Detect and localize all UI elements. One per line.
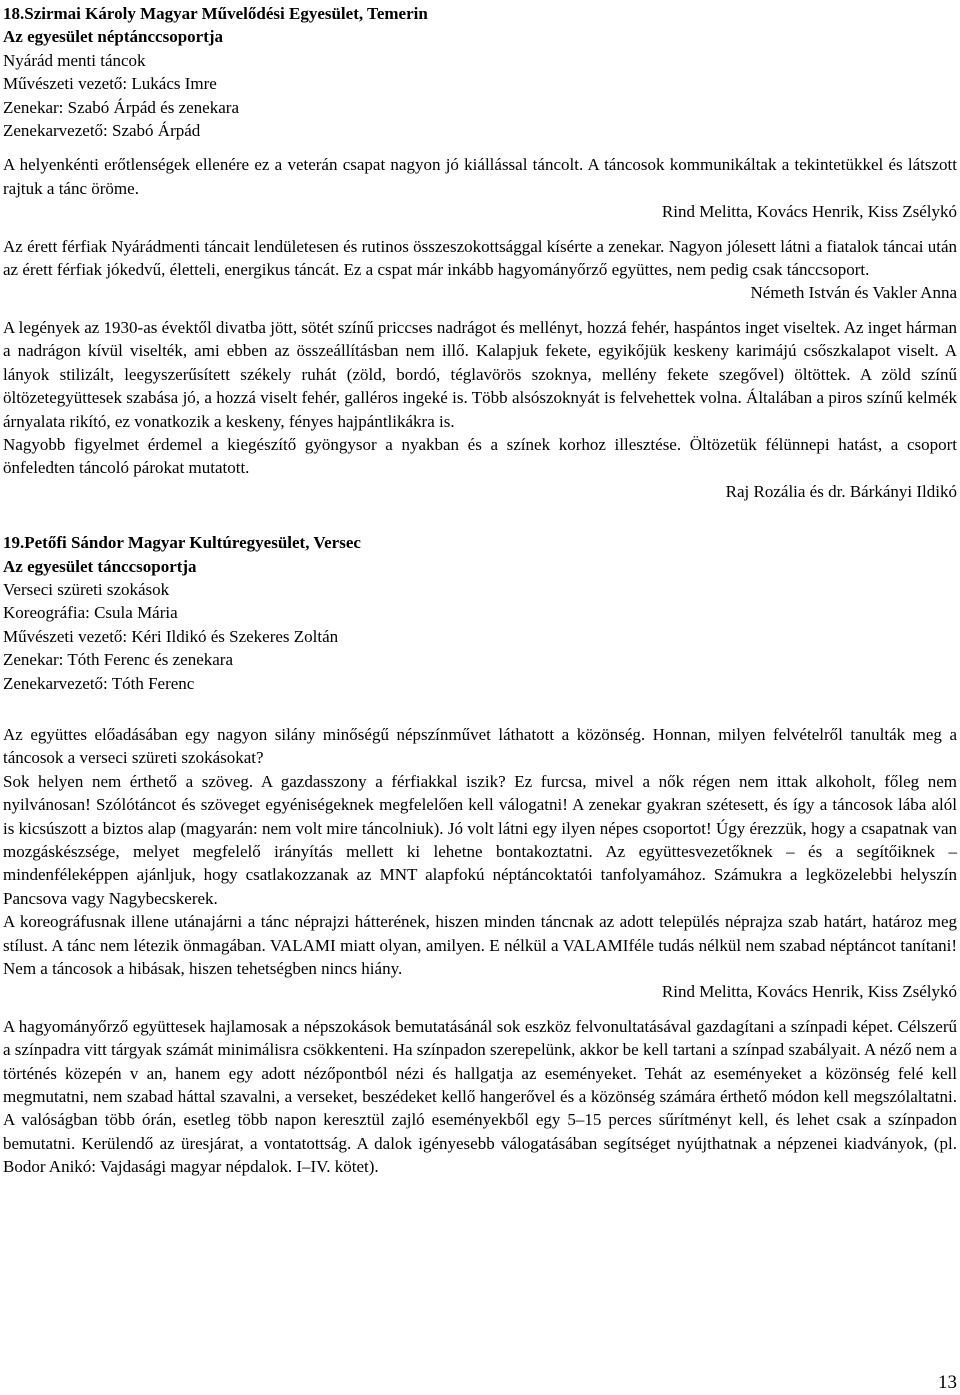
review-byline: Rind Melitta, Kovács Henrik, Kiss Zsélykó (661, 202, 957, 222)
review-paragraph: Az együttes előadásában egy nagyon silány minőségű népszínművet láthatott a közönség. Honnan, milyen felvételről tanulták meg a táncosok a verseci szüreti szokásokat? (3, 724, 957, 768)
artistic-director-line: Művészeti vezető: Lukács Imre (3, 74, 217, 94)
artistic-director-line: Művészeti vezető: Kéri Ildikó és Szekeres Zoltán (3, 626, 339, 646)
review-paragraph: A hagyományőrző együttesek hajlamosak a népszokások bemutatásánál sok eszköz felvonultatásával gazdagítani a színpadi képet. Célszerű a színpadra vitt tárgyak számát minimálisra csökkenteni. Ha színpadon szerepelünk, akkor be kell tartani a színpad szabályait. A néző nem a történés közepén v an, hanem egy adott nézőpontból nézi és hallgatja az eseményeket. Tehát az eseményeket a közönség felé kell megmutatni, nem szabad háttal szavalni, a verseket, beszédeket kellő hangerővel és a közönség számára érthető módon kell megszólaltatni. A valóságban több órán, esetleg több napon keresztül zajló eseményekből egy 5–15 perces sűrítményt kell, és lehet csak a színpadon bemutatni. Kerülendő az üresjárat, a vontatottság. A dalok igényesebb válogatásában segítséget nyújthatnak a népzenei kiadványok, (pl. Bodor Anikó: Vajdasági magyar népdalok. I–IV. kötet). (3, 1016, 957, 1177)
review-byline: Rind Melitta, Kovács Henrik, Kiss Zsélykó (661, 982, 957, 1002)
section-18 (3, 2, 957, 503)
section-subtitle: Az egyesület tánccsoportja (3, 556, 197, 576)
review-byline: Németh István és Vakler Anna (750, 283, 957, 303)
choreography-line: Koreográfia: Csula Mária (3, 603, 178, 623)
review-paragraph: Az érett férfiak Nyárádmenti táncait lendületesen és rutinos összeszokottsággal kísérte a zenekar. Nagyon jólesett látni a fiatalok táncai után az érett férfiak jókedvű, életteli, energikus táncát. Ez a cspat már inkább hagyományőrző együttes, nem pedig csak tánccsoport. (3, 236, 957, 280)
band-line: Zenekar: Tóth Ferenc és zenekara (3, 650, 234, 670)
document-page (3, 2, 957, 1179)
section-title: 18.Szirmai Károly Magyar Művelődési Egyesület, Temerin (3, 4, 428, 23)
section-19 (3, 531, 957, 1179)
section-title: 19.Petőfi Sándor Magyar Kultúregyesület, Versec (3, 533, 361, 553)
review-paragraph: A legények az 1930-as évektől divatba jött, sötét színű priccses nadrágot és mellényt, hozzá fehér, haspántos inget viseltek. Az inget hárman a nadrágon kívül viselték, ami ebben az összeállításban nem illő. Kalapjuk fekete, egyikőjük keskeny karimájú csőszkalapot viselt. A lányok stilizált, leegyszerűsített székely ruhát (zöld, bordó, téglavörös szoknya, mellény fekete szegővel) öltöttek. A zöld színű öltözetegyüttesek szabása jó, a hozzá viselt fehér, galléros ingeké is. Több alsószoknyát is felvehettek volna. Általában a piros színű kelmék árnyalata rikító, ez vonatkozik a keskeny, fényes hajpántlikákra is. (3, 317, 957, 431)
band-leader-line: Zenekarvezető: Szabó Árpád (3, 121, 201, 141)
review-paragraph: Nagyobb figyelmet érdemel a kiegészítő gyöngysor a nyakban és a színek korhoz illesztése. Öltözetük félünnepi hatást, a csoport önfeledten táncoló párokat mutatott. (3, 434, 957, 478)
page-number: 13 (938, 1372, 957, 1393)
review-paragraph: Sok helyen nem érthető a szöveg. A gazdasszony a férfiakkal iszik? Ez furcsa, mivel a nők régen nem ittak alkoholt, főleg nem nyilvánosan! Szólótáncot és szöveget egyéniségeknek megfelelően kell válogatni! A zenekar gyakran szétesett, és így a táncosok lába alól is kicsúszott a biztos alap (magyarán: nem volt mire táncolniuk). Jó volt látni egy ilyen népes csoportot! Úgy érezzük, hogy a csapatnak van mozgáskészsége, melyet megfelelő irányítás mellett ki lehetne bontakoztatni. Az együttesvezetőknek – és a segítőiknek – mindenféleképpen ajánljuk, hogy csatlakozzanak az MNT alapfokú néptáncoktatói tanfolyamához. Számukra a legközelebbi helyszín Pancsova vagy Nagybecskerek. (3, 771, 957, 908)
program-title: Verseci szüreti szokások (3, 579, 170, 599)
review-paragraph: A helyenkénti erőtlenségek ellenére ez a veterán csapat nagyon jó kiállással táncolt. A táncosok kommunikáltak a tekintetükkel és látszott rajtuk a tánc öröme. (3, 155, 957, 198)
band-line: Zenekar: Szabó Árpád és zenekara (3, 97, 239, 117)
section-subtitle: Az egyesület néptánccsoportja (3, 27, 224, 47)
review-byline: Raj Rozália és dr. Bárkányi Ildikó (725, 481, 957, 501)
program-title: Nyárád menti táncok (3, 50, 146, 70)
band-leader-line: Zenekarvezető: Tóth Ferenc (3, 673, 195, 693)
review-paragraph: A koreográfusnak illene utánajárni a tánc néprajzi hátterének, hiszen minden táncnak az adott település néprajza szab határt, határoz meg stílust. A tánc nem létezik önmagában. VALAMI miatt olyan, amilyen. E nélkül a VALAMIféle tudás nélkül nem szabad néptáncot tanítani! Nem a táncosok a hibásak, hiszen tehetségben nincs hiány. (3, 912, 957, 979)
